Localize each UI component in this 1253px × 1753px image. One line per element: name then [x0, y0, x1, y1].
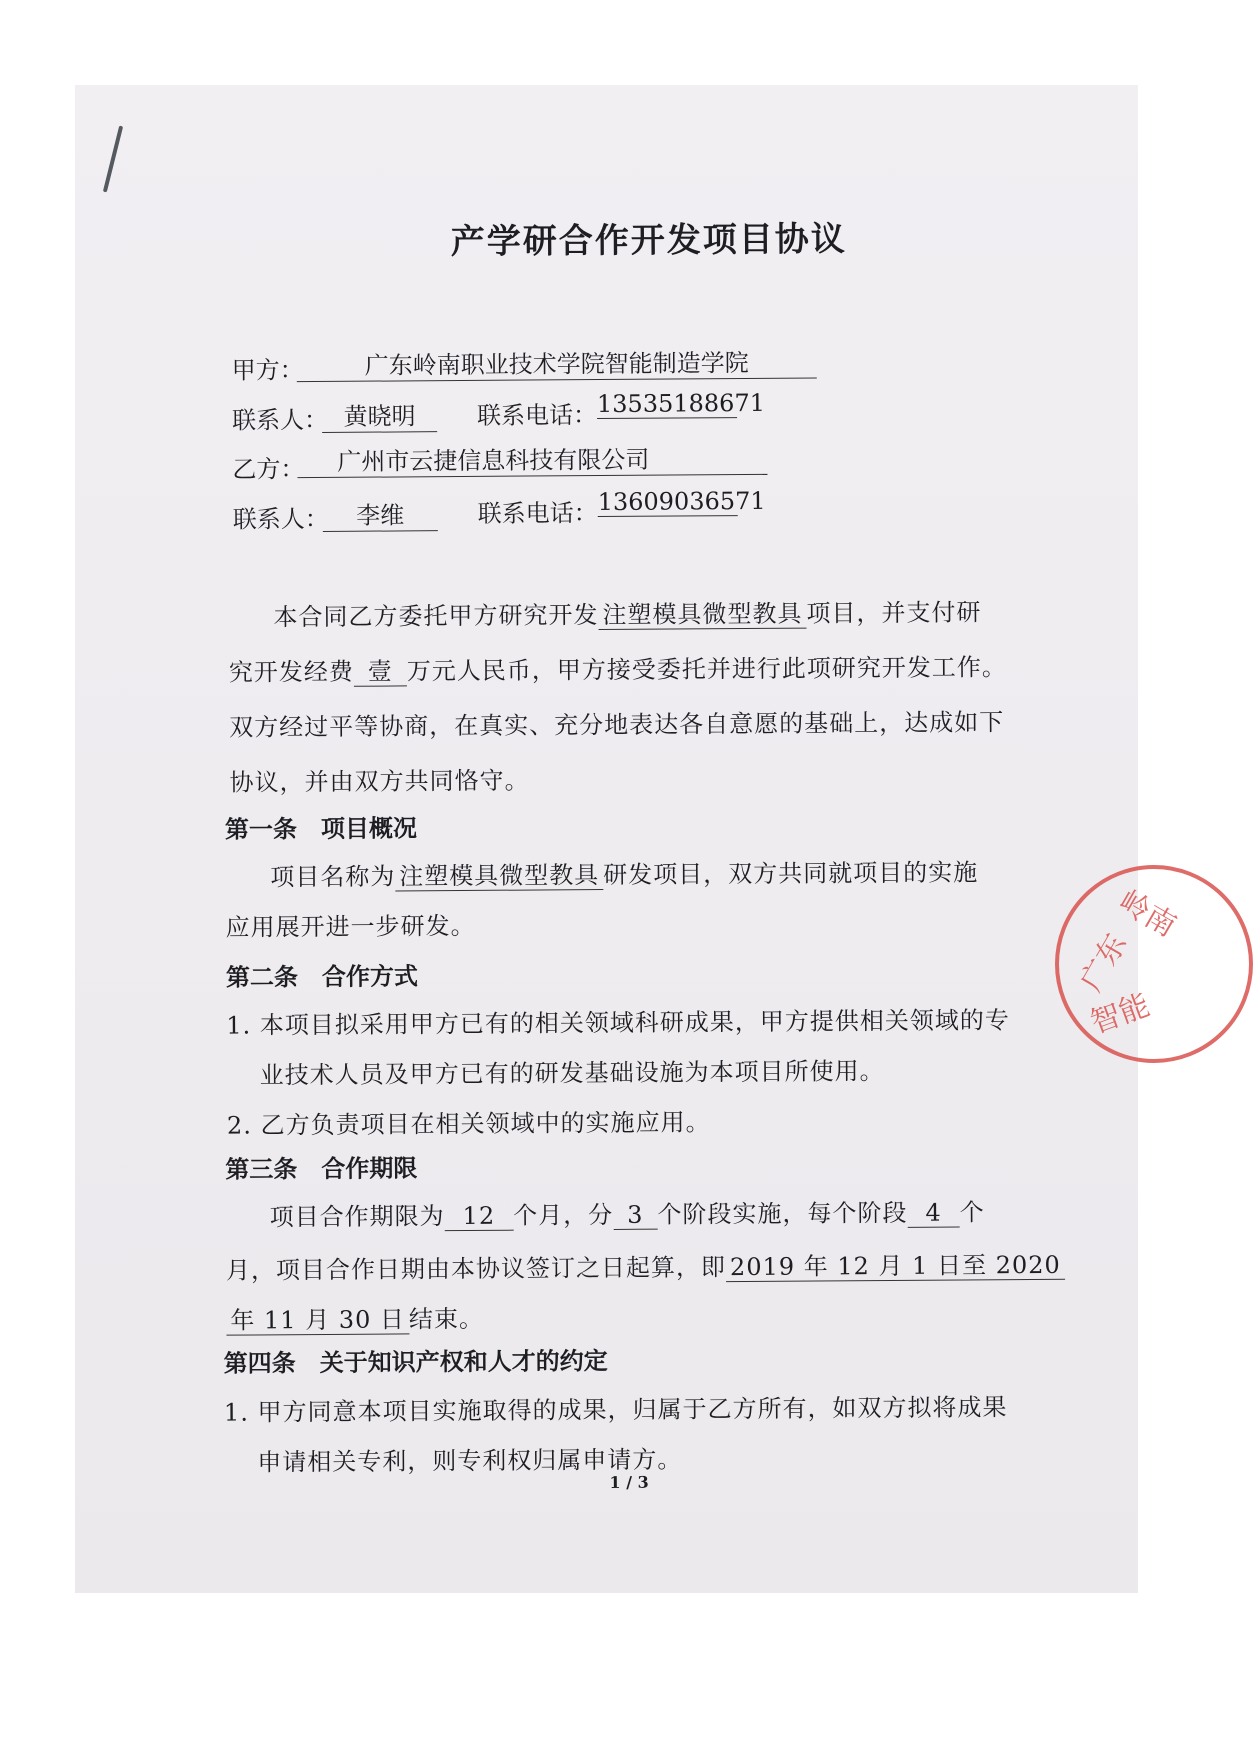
article-1-project-name: 注塑模具微型教具 [395, 861, 603, 891]
party-a-contact-field [322, 396, 437, 433]
article-4-heading: 第四条 关于知识产权和人才的约定 [223, 1346, 608, 1378]
party-a-name-field [297, 343, 817, 383]
party-b-name-field [297, 439, 767, 478]
party-a-contact: 黄晓明 [322, 396, 437, 433]
party-a-contact-label: 联系人： [231, 405, 329, 435]
intro-line-2: 究开发经费 壹 万元人民币，甲方接受委托并进行此项研究开发工作。 [228, 653, 1007, 687]
article-1-heading: 第一条 项目概况 [224, 813, 418, 844]
article-3-line-3: 年 11 月 30 日 结束。 [226, 1299, 484, 1336]
party-a-name: 广东岭南职业技术学院智能制造学院 [297, 343, 817, 383]
party-b-contact-field [323, 495, 438, 532]
article-2-heading: 第二条 合作方式 [225, 961, 419, 992]
party-a-phone: 13535188671 [596, 388, 766, 419]
article-2-item-1-line-2: 业技术人员及甲方已有的研发基础设施为本项目所使用。 [259, 1057, 885, 1090]
intro-fee-amount: 壹 [354, 657, 407, 686]
party-b-phone-field [597, 486, 766, 517]
article-1-line-1: 项目名称为 注塑模具微型教具 研发项目，双方共同就项目的实施 [270, 858, 979, 892]
document-title: 产学研合作开发项目协议 [450, 219, 847, 263]
party-a-phone-field [596, 388, 766, 419]
page-number: 1 / 3 [609, 1472, 649, 1492]
article-3-stages: 3 [613, 1201, 657, 1230]
party-b-contact: 李维 [323, 495, 438, 532]
article-4-item-1-line-2: 申请相关专利，则专利权归属申请方。 [257, 1445, 683, 1477]
party-a-phone-label: 联系电话： [476, 401, 598, 430]
article-3-per-stage: 4 [907, 1199, 959, 1228]
article-3-heading: 第三条 合作期限 [225, 1153, 418, 1184]
article-3-end-date: 年 11 月 30 日 [226, 1305, 409, 1335]
article-2-item-1-line-1: 1. 本项目拟采用甲方已有的相关领域科研成果，甲方提供相关领域的专 [226, 1006, 1010, 1040]
article-3-months: 12 [445, 1202, 514, 1231]
party-a-label: 甲方： [231, 356, 304, 385]
article-3-line-1: 项目合作期限为 12 个月，分 3 个阶段实施，每个阶段 4 个 [269, 1198, 985, 1232]
article-3-start-date: 2019 年 12 月 1 日至 2020 [726, 1251, 1065, 1282]
contract-page [70, 81, 1144, 1596]
party-b-name: 广州市云捷信息科技有限公司 [297, 439, 767, 478]
article-3-line-2: 月，项目合作日期由本协议签订之日起算，即 2019 年 12 月 1 日至 2020 [226, 1245, 1065, 1286]
party-b-phone: 13609036571 [597, 486, 766, 517]
intro-line-1: 本合同乙方委托甲方研究开发 注塑模具微型教具 项目，并支付研 [273, 598, 982, 632]
party-b-contact-label: 联系人： [232, 504, 329, 534]
intro-line-3: 双方经过平等协商，在真实、充分地表达各自意愿的基础上，达成如下 [229, 708, 1005, 742]
intro-line-4: 协议，并由双方共同恪守。 [229, 766, 530, 797]
party-b-label: 乙方： [232, 455, 305, 484]
article-1-line-2: 应用展开进一步研发。 [225, 911, 476, 942]
document-photo [75, 85, 1182, 1593]
red-seal: 岭南 广东 智能 [1055, 865, 1253, 1063]
article-2-item-2: 2. 乙方负责项目在相关领域中的实施应用。 [226, 1108, 711, 1140]
article-4-item-1-line-1: 1. 甲方同意本项目实施取得的成果，归属于乙方所有，如双方拟将成果 [223, 1393, 1008, 1427]
intro-project-name: 注塑模具微型教具 [598, 600, 806, 630]
party-b-phone-label: 联系电话： [477, 499, 598, 528]
